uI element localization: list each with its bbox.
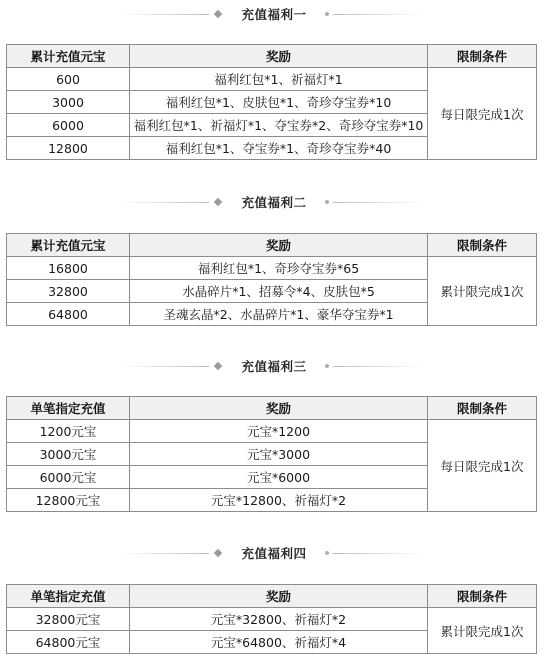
divider-line — [119, 202, 209, 203]
table-header-row — [7, 45, 537, 68]
cell-amount: 16800 — [7, 257, 130, 280]
header-amount: 单笔指定充值 — [7, 585, 130, 608]
reward-table — [6, 233, 537, 326]
section-title-bar — [0, 543, 542, 563]
section-title-bar — [0, 4, 542, 24]
reward-table — [6, 44, 537, 160]
divider-line — [333, 553, 423, 554]
cell-reward: 元宝*1200 — [130, 420, 428, 443]
table-header-row — [7, 234, 537, 257]
cell-amount: 6000 — [7, 114, 130, 137]
table-row — [7, 68, 537, 91]
table-row — [7, 257, 537, 280]
header-condition: 限制条件 — [428, 585, 537, 608]
cell-condition: 每日限完成1次 — [428, 68, 537, 160]
cell-amount: 1200元宝 — [7, 420, 130, 443]
header-amount: 累计充值元宝 — [7, 234, 130, 257]
cell-amount: 3000 — [7, 91, 130, 114]
header-amount: 单笔指定充值 — [7, 397, 130, 420]
dot-ornament-icon — [325, 551, 329, 555]
cell-reward: 元宝*12800、祈福灯*2 — [130, 489, 428, 512]
header-reward: 奖励 — [130, 585, 428, 608]
cell-reward: 水晶碎片*1、招募令*4、皮肤包*5 — [130, 280, 428, 303]
divider-line — [119, 553, 209, 554]
table-row — [7, 420, 537, 443]
dot-ornament-icon — [325, 12, 329, 16]
cell-reward: 元宝*32800、祈福灯*2 — [130, 608, 428, 631]
diamond-ornament-icon — [214, 362, 222, 370]
section-title: 充值福利四 — [241, 546, 307, 561]
cell-reward: 福利红包*1、皮肤包*1、奇珍夺宝券*10 — [130, 91, 428, 114]
table-row — [7, 608, 537, 631]
reward-table — [6, 396, 537, 512]
table-header-row — [7, 397, 537, 420]
cell-amount: 12800元宝 — [7, 489, 130, 512]
divider-line — [333, 366, 423, 367]
header-reward: 奖励 — [130, 397, 428, 420]
section-title-bar — [0, 192, 542, 212]
cell-amount: 12800 — [7, 137, 130, 160]
dot-ornament-icon — [325, 200, 329, 204]
section-title: 充值福利三 — [241, 359, 307, 374]
cell-reward: 福利红包*1、祈福灯*1、夺宝券*2、奇珍夺宝券*10 — [130, 114, 428, 137]
divider-line — [119, 14, 209, 15]
divider-line — [119, 366, 209, 367]
table-header-row — [7, 585, 537, 608]
header-amount: 累计充值元宝 — [7, 45, 130, 68]
header-condition: 限制条件 — [428, 397, 537, 420]
section-recharge-benefit-1 — [0, 4, 542, 156]
section-recharge-benefit-2 — [0, 192, 542, 322]
cell-amount: 3000元宝 — [7, 443, 130, 466]
cell-condition: 累计限完成1次 — [428, 608, 537, 654]
divider-line — [333, 14, 423, 15]
cell-amount: 6000元宝 — [7, 466, 130, 489]
cell-amount: 64800元宝 — [7, 631, 130, 654]
cell-amount: 64800 — [7, 303, 130, 326]
header-reward: 奖励 — [130, 234, 428, 257]
cell-condition: 每日限完成1次 — [428, 420, 537, 512]
header-condition: 限制条件 — [428, 234, 537, 257]
section-recharge-benefit-3 — [0, 356, 542, 508]
section-title: 充值福利一 — [241, 7, 307, 22]
header-condition: 限制条件 — [428, 45, 537, 68]
cell-reward: 元宝*3000 — [130, 443, 428, 466]
cell-amount: 600 — [7, 68, 130, 91]
dot-ornament-icon — [325, 364, 329, 368]
cell-reward: 元宝*64800、祈福灯*4 — [130, 631, 428, 654]
divider-line — [333, 202, 423, 203]
cell-amount: 32800 — [7, 280, 130, 303]
cell-amount: 32800元宝 — [7, 608, 130, 631]
section-title-bar — [0, 356, 542, 376]
diamond-ornament-icon — [214, 10, 222, 18]
cell-reward: 福利红包*1、奇珍夺宝券*65 — [130, 257, 428, 280]
cell-reward: 福利红包*1、夺宝券*1、奇珍夺宝券*40 — [130, 137, 428, 160]
cell-reward: 元宝*6000 — [130, 466, 428, 489]
reward-table — [6, 584, 537, 654]
cell-reward: 福利红包*1、祈福灯*1 — [130, 68, 428, 91]
diamond-ornament-icon — [214, 549, 222, 557]
section-recharge-benefit-4 — [0, 543, 542, 650]
diamond-ornament-icon — [214, 198, 222, 206]
section-title: 充值福利二 — [241, 195, 307, 210]
cell-reward: 圣魂玄晶*2、水晶碎片*1、豪华夺宝券*1 — [130, 303, 428, 326]
cell-condition: 累计限完成1次 — [428, 257, 537, 326]
header-reward: 奖励 — [130, 45, 428, 68]
